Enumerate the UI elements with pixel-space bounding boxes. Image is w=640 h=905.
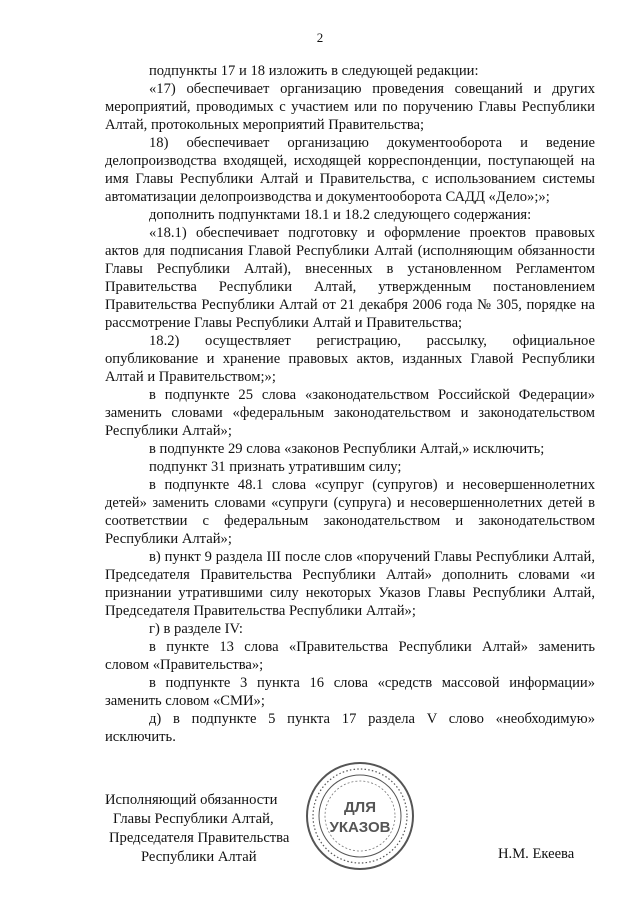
signer-title-line-4: Республики Алтай bbox=[141, 849, 257, 865]
paragraph: подпункты 17 и 18 изложить в следующей редакции: bbox=[149, 63, 479, 79]
page-number: 2 bbox=[316, 30, 324, 45]
signer-title-line-3: Председателя Правительства bbox=[109, 830, 290, 846]
paragraph: в) пункт 9 раздела III после слов «поручений Главы Республики Алтай, Председателя Правительства Республики Алтай» дополнить словами «и признании утратившими силу некоторых Указов Главы Республики Алтай, Председателя Правительства Республики Алтай»; bbox=[105, 549, 595, 619]
paragraph: 18) обеспечивает организацию документооборота и ведение делопроизводства входящей, исходящей корреспонденции, поступающей на имя Главы Республики Алтай и Правительства, с использованием системы автоматизации делопроизводства и документооборота САДД «Дело»;»; bbox=[105, 135, 595, 205]
signature-block bbox=[105, 791, 305, 867]
paragraph: в подпункте 48.1 слова «супруг (супругов) и несовершеннолетних детей» заменить словами «супруги (супруга) и несовершеннолетних детей в соответствии с федеральным законодательством и законодательством Республики Алтай»; bbox=[105, 477, 595, 547]
paragraph: г) в разделе IV: bbox=[149, 621, 243, 637]
signer-title-line-2: Главы Республики Алтай, bbox=[113, 811, 274, 827]
signer-name: Н.М. Екеева bbox=[498, 846, 575, 862]
stamp-icon bbox=[304, 760, 416, 872]
paragraph: дополнить подпунктами 18.1 и 18.2 следующего содержания: bbox=[149, 207, 532, 223]
stamp-label-line-1: ДЛЯ bbox=[344, 799, 376, 816]
signer-title-line-1: Исполняющий обязанности bbox=[105, 792, 278, 808]
paragraph: подпункт 31 признать утратившим силу; bbox=[149, 459, 402, 475]
paragraph: в пункте 13 слова «Правительства Республики Алтай» заменить словом «Правительства»; bbox=[105, 639, 595, 673]
paragraph: «18.1) обеспечивает подготовку и оформление проектов правовых актов для подписания Главой Республики Алтай (исполняющим обязанности Главы Республики Алтай), внесенных в установленном Регламентом Правительства Республики Алтай, утвержденным постановлением Правительства Республики Алтай от 21 декабря 2006 года № 305, порядке на рассмотрение Главы Республики Алтай и Правительства; bbox=[105, 225, 595, 331]
paragraph: 18.2) осуществляет регистрацию, рассылку, официальное опубликование и хранение правовых актов, изданных Главой Республики Алтай и Правительством;»; bbox=[105, 333, 595, 385]
stamp-label-line-2: УКАЗОВ bbox=[329, 819, 391, 836]
paragraph: д) в подпункте 5 пункта 17 раздела V слово «необходимую» исключить. bbox=[105, 711, 595, 745]
paragraph: в подпункте 3 пункта 16 слова «средств массовой информации» заменить словом «СМИ»; bbox=[105, 675, 595, 709]
document-body bbox=[105, 62, 595, 746]
paragraph: «17) обеспечивает организацию проведения совещаний и других мероприятий, проводимых с участием или по поручению Главы Республики Алтай, протокольных мероприятий Правительства; bbox=[105, 81, 595, 133]
paragraph: в подпункте 29 слова «законов Республики Алтай,» исключить; bbox=[149, 441, 545, 457]
paragraph: в подпункте 25 слова «законодательством Российской Федерации» заменить словами «федеральным законодательством и законодательством Республики Алтай»; bbox=[105, 387, 595, 439]
